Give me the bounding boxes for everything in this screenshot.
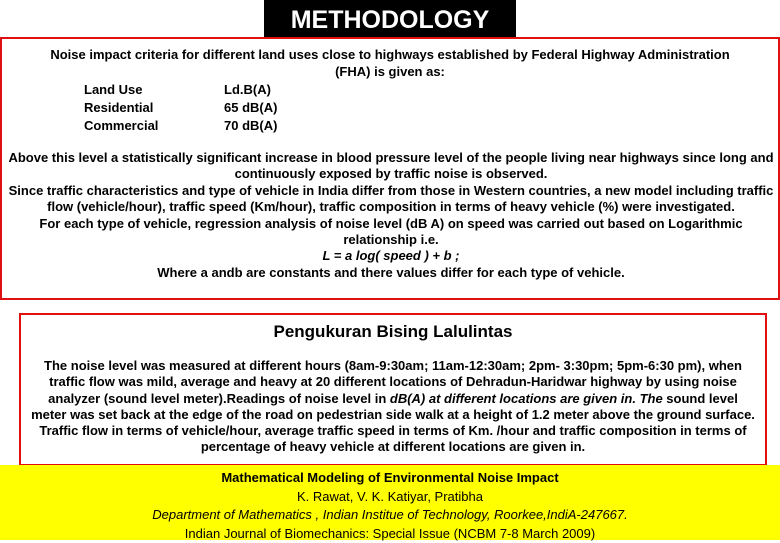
criteria-box bbox=[0, 37, 780, 300]
paper-institution: Department of Mathematics , Indian Institue of Technology, Roorkee,IndiА-247667. bbox=[0, 506, 780, 525]
paragraph-regression: For each type of vehicle, regression analysis of noise level (dB A) on speed was carried out based on Logarithmic relationship i.e. bbox=[8, 216, 774, 249]
intro-text bbox=[2, 46, 778, 80]
citation-footer bbox=[0, 465, 780, 540]
paragraph-blood-pressure: Above this level a statistically significant increase in blood pressure level of the people living near highways since long and continuously exposed by traffic noise is observed. bbox=[8, 150, 774, 183]
land-use-residential: Residential bbox=[84, 99, 158, 117]
paragraph-constants: Where a andb are constants and there values differ for each type of vehicle. bbox=[8, 265, 774, 281]
measurement-heading: Pengukuran Bising Lalulintas bbox=[21, 322, 765, 342]
noise-level-residential: 65 dB(A) bbox=[224, 99, 277, 117]
measurement-text-italic: dB(A) at different locations are given in. The bbox=[390, 391, 663, 406]
paper-title: Mathematical Modeling of Environmental Noise Impact bbox=[0, 465, 780, 488]
measurement-box bbox=[19, 313, 767, 466]
noise-level-commercial: 70 dB(A) bbox=[224, 117, 277, 135]
intro-line-1: Noise impact criteria for different land uses close to highways established by Federal Highway Administration bbox=[50, 47, 729, 62]
paragraph-traffic-model: Since traffic characteristics and type of vehicle in India differ from those in Western countries, a new model including traffic flow (vehicle/hour), traffic speed (Km/hour), traffic composition in terms of heavy vehicle (%) were investigated. bbox=[8, 183, 774, 216]
paper-authors: K. Rawat, V. K. Katiyar, Pratibha bbox=[0, 488, 780, 507]
land-use-column bbox=[84, 81, 158, 135]
intro-line-2: (FHA) is given as: bbox=[2, 63, 778, 80]
paper-journal: Indian Journal of Biomechanics: Special Issue (NCBM 7-8 March 2009) bbox=[0, 525, 780, 543]
noise-level-column bbox=[224, 81, 277, 135]
measurement-text-part-1: The noise level was measured at different hours (8am-9:30am; 11am-12:30am; 2pm- 3:30pm; 5pm-6:30 pm), when traffic flow was mild, average and heavy at 20 different locations of Dehradun-Haridwar highway by using noise analyzer (sound level meter).Readings of noise level in bbox=[44, 358, 742, 406]
land-use-header: Land Use bbox=[84, 81, 158, 99]
noise-level-header: Ld.B(A) bbox=[224, 81, 277, 99]
log-formula: L = a log( speed ) + b ; bbox=[8, 248, 774, 264]
measurement-text bbox=[29, 358, 757, 456]
page-title: METHODOLOGY bbox=[264, 0, 516, 38]
measurement-text-part-2: sound level meter was set back at the edge of the road on pedestrian side walk at a height of 1.2 meter above the ground surface. Traffic flow in terms of vehicle/hour, average traffic speed in terms of Km. /hour and traffic composition in terms of percentage of heavy vehicle at different locations are given in. bbox=[31, 391, 755, 455]
methodology-paragraph bbox=[8, 150, 774, 281]
land-use-commercial: Commercial bbox=[84, 117, 158, 135]
